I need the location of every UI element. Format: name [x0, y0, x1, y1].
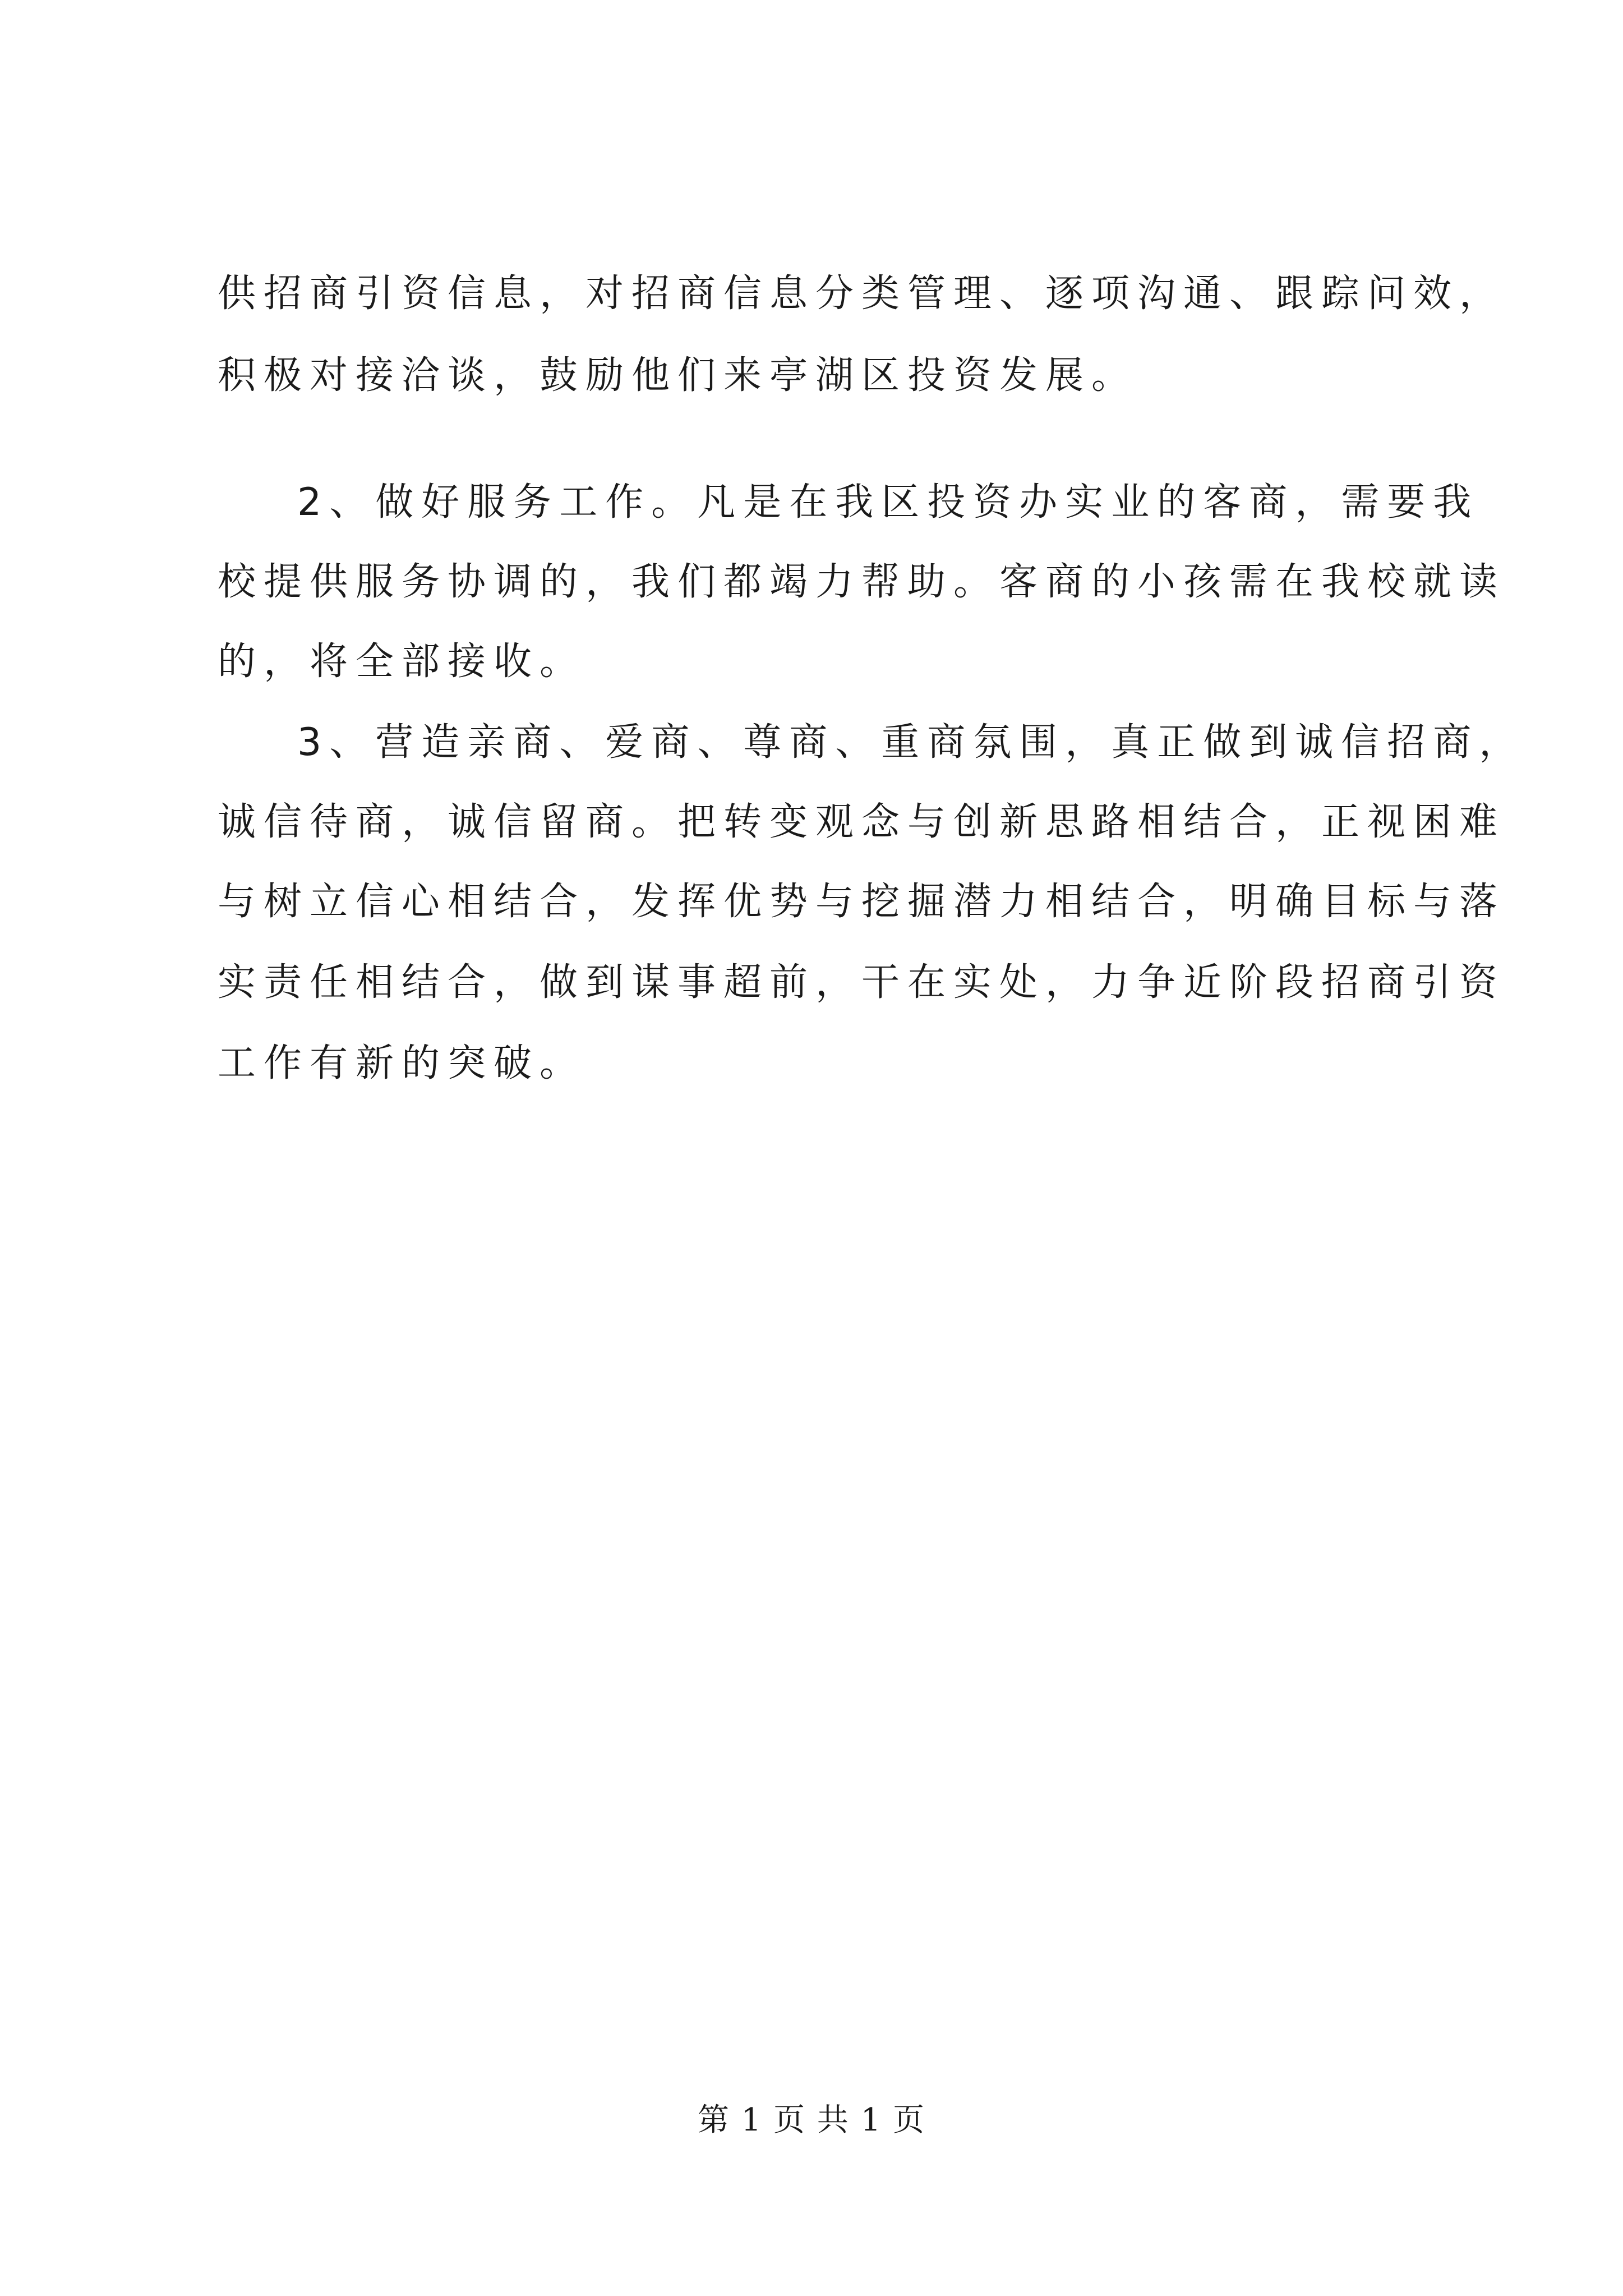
paragraph-line: 实责任相结合，做到谋事超前，干在实处，力争近阶段招商引资 [218, 960, 1506, 1005]
paragraph-line: 积极对接洽谈，鼓励他们来亭湖区投资发展。 [218, 353, 1138, 398]
paragraph-line: 校提供服务协调的，我们都竭力帮助。客商的小孩需在我校就读 [218, 560, 1506, 604]
paragraph-line: 供招商引资信息，对招商信息分类管理、逐项沟通、跟踪问效， [218, 272, 1506, 316]
paragraph-line: 诚信待商，诚信留商。把转变观念与创新思路相结合，正视困难 [218, 800, 1506, 844]
paragraph-line: 3、营造亲商、爱商、尊商、重商氛围，真正做到诚信招商， [297, 720, 1525, 765]
paragraph-line: 工作有新的突破。 [218, 1041, 586, 1085]
paragraph-line: 的，将全部接收。 [218, 639, 586, 684]
paragraph-line: 2、做好服务工作。凡是在我区投资办实业的客商，需要我 [297, 480, 1479, 524]
page-number-footer: 第 1 页 共 1 页 [697, 2102, 926, 2138]
paragraph-line: 与树立信心相结合，发挥优势与挖掘潜力相结合，明确目标与落 [218, 880, 1506, 924]
